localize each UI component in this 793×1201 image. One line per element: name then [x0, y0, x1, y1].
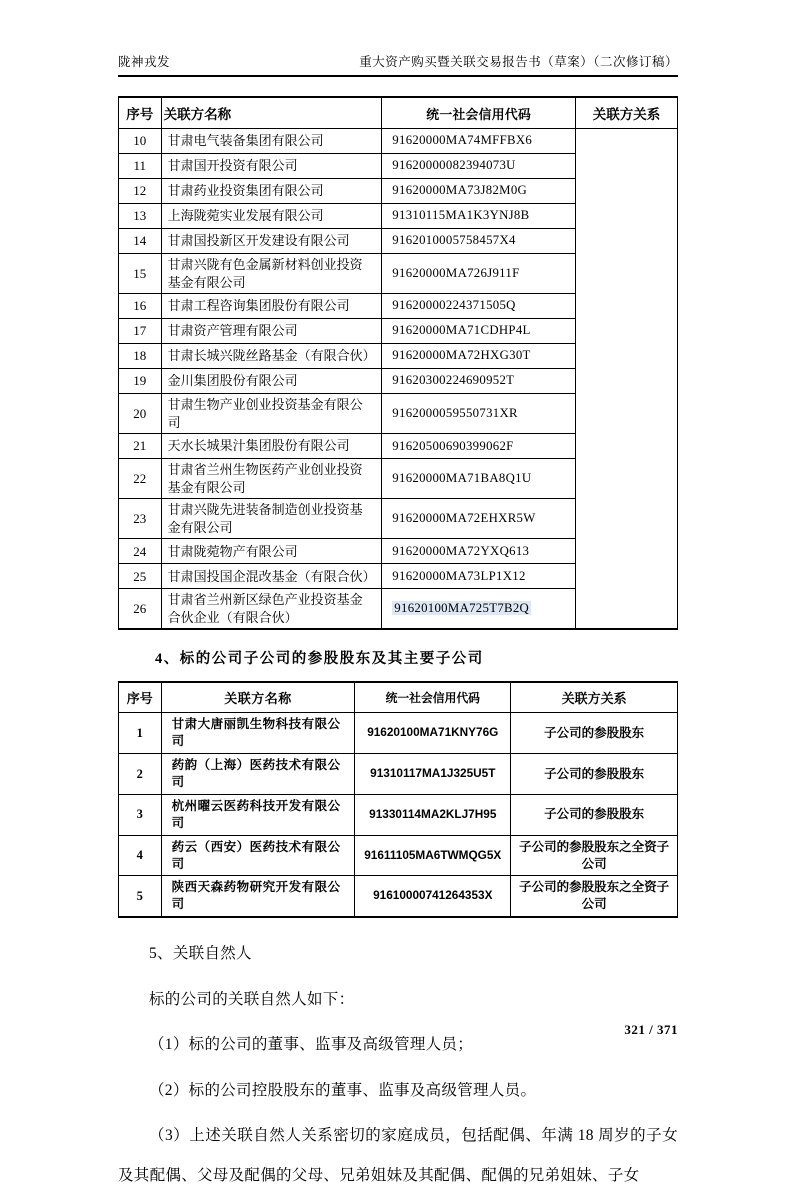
row-code	[382, 589, 576, 630]
row-no: 26	[119, 589, 162, 630]
row-no: 5	[119, 876, 162, 917]
col-header-relationship: 关联方关系	[576, 97, 678, 129]
row-code: 91330114MA2KLJ7H95	[355, 794, 511, 835]
row-name: 甘肃电气装备集团有限公司	[161, 129, 382, 154]
row-name: 甘肃长城兴陇丝路基金（有限合伙）	[161, 344, 382, 369]
row-no: 2	[119, 754, 162, 795]
row-code: 91620000MA71BA8Q1U	[382, 459, 576, 499]
col-header-no: 序号	[119, 682, 162, 713]
row-no: 13	[119, 204, 162, 229]
row-name: 上海陇菀实业发展有限公司	[161, 204, 382, 229]
row-code: 91620300224690952T	[382, 369, 576, 394]
row-no: 14	[119, 229, 162, 254]
row-relationship: 子公司的参股股东之全资子公司	[511, 835, 678, 876]
table-row	[119, 835, 678, 876]
row-name: 甘肃资产管理有限公司	[161, 319, 382, 344]
paragraph: （2）标的公司控股股东的董事、监事及高级管理人员。	[149, 1081, 537, 1099]
row-name: 甘肃省兰州新区绿色产业投资基金合伙企业（有限合伙）	[161, 589, 382, 630]
row-code: 91620000MA73J82M0G	[382, 179, 576, 204]
col-header-relationship: 关联方关系	[511, 682, 678, 713]
row-name: 陕西天森药物研究开发有限公司	[161, 876, 355, 917]
page-content	[118, 0, 678, 1201]
subsidiary-shareholder-table	[118, 681, 678, 918]
row-no: 21	[119, 434, 162, 459]
col-header-no: 序号	[119, 97, 162, 129]
row-no: 25	[119, 564, 162, 589]
doc-header-title: 重大资产购买暨关联交易报告书（草案）（二次修订稿）	[359, 55, 678, 69]
row-no: 3	[119, 794, 162, 835]
highlighted-code: 91620100MA725T7B2Q	[394, 601, 530, 616]
row-relationship: 子公司的参股股东之全资子公司	[511, 876, 678, 917]
col-header-name: 关联方名称	[161, 682, 355, 713]
page-number: 321 / 371	[624, 1022, 678, 1037]
table-header-row	[119, 97, 678, 129]
row-code: 91620000MA74MFFBX6	[382, 129, 576, 154]
row-name: 甘肃兴陇有色金属新材料创业投资基金有限公司	[161, 254, 382, 294]
row-no: 24	[119, 539, 162, 564]
section-heading-4: 4、标的公司子公司的参股股东及其主要子公司	[155, 651, 484, 668]
row-relationship: 子公司的参股股东	[511, 713, 678, 754]
row-code: 91620000MA72EHXR5W	[382, 499, 576, 539]
row-no: 10	[119, 129, 162, 154]
row-code: 91620100MA71KNY76G	[355, 713, 511, 754]
col-header-code: 统一社会信用代码	[355, 682, 511, 713]
col-header-name: 关联方名称	[161, 97, 382, 129]
row-no: 20	[119, 394, 162, 434]
row-name: 甘肃国开投资有限公司	[161, 154, 382, 179]
row-no: 18	[119, 344, 162, 369]
row-code: 91611105MA6TWMQG5X	[355, 835, 511, 876]
row-code: 91620000MA72YXQ613	[382, 539, 576, 564]
row-no: 15	[119, 254, 162, 294]
row-name: 药云（西安）医药技术有限公司	[161, 835, 355, 876]
table-row	[119, 129, 678, 154]
row-no: 1	[119, 713, 162, 754]
row-no: 11	[119, 154, 162, 179]
row-code: 91620000MA71CDHP4L	[382, 319, 576, 344]
row-name: 金川集团股份有限公司	[161, 369, 382, 394]
row-no: 17	[119, 319, 162, 344]
row-name: 甘肃药业投资集团有限公司	[161, 179, 382, 204]
doc-header-company: 陇神戎发	[118, 55, 171, 69]
row-name: 甘肃国投国企混改基金（有限合伙）	[161, 564, 382, 589]
row-code: 9162000059550731XR	[382, 394, 576, 434]
row-name: 杭州曜云医药科技开发有限公司	[161, 794, 355, 835]
row-name: 甘肃大唐丽凯生物科技有限公司	[161, 713, 355, 754]
row-name: 甘肃省兰州生物医药产业创业投资基金有限公司	[161, 459, 382, 499]
col-header-code: 统一社会信用代码	[382, 97, 576, 129]
row-code: 91620000MA72HXG30T	[382, 344, 576, 369]
row-relationship: 子公司的参股股东	[511, 794, 678, 835]
section-heading-5: 5、关联自然人	[149, 945, 252, 963]
row-name: 甘肃生物产业创业投资基金有限公司	[161, 394, 382, 434]
paragraph: （3）上述关联自然人关系密切的家庭成员，包括配偶、年满 18 周岁的子女及其配偶、父母及配偶的父母、兄弟姐妹及其配偶、配偶的兄弟姐妹、子女	[118, 1127, 678, 1184]
row-no: 12	[119, 179, 162, 204]
paragraph: 标的公司的关联自然人如下：	[149, 990, 355, 1008]
row-no: 16	[119, 294, 162, 319]
row-no: 23	[119, 499, 162, 539]
row-no: 4	[119, 835, 162, 876]
row-name: 甘肃兴陇先进装备制造创业投资基金有限公司	[161, 499, 382, 539]
row-name: 甘肃工程咨询集团股份有限公司	[161, 294, 382, 319]
doc-header	[118, 0, 678, 77]
table-row	[119, 713, 678, 754]
body-text-section	[118, 934, 678, 1195]
relationship-merged-cell	[576, 129, 678, 630]
table-row	[119, 794, 678, 835]
row-no: 22	[119, 459, 162, 499]
row-no: 19	[119, 369, 162, 394]
row-code: 91620000082394073U	[382, 154, 576, 179]
row-relationship: 子公司的参股股东	[511, 754, 678, 795]
row-code: 9162010005758457X4	[382, 229, 576, 254]
table-header-row	[119, 682, 678, 713]
row-code: 91620000MA726J911F	[382, 254, 576, 294]
row-code: 91310117MA1J325U5T	[355, 754, 511, 795]
paragraph: （1）标的公司的董事、监事及高级管理人员；	[149, 1036, 474, 1054]
row-code: 91620000MA73LP1X12	[382, 564, 576, 589]
row-name: 甘肃国投新区开发建设有限公司	[161, 229, 382, 254]
table-row	[119, 754, 678, 795]
row-name: 药韵（上海）医药技术有限公司	[161, 754, 355, 795]
row-code: 91610000741264353X	[355, 876, 511, 917]
row-code: 91620500690399062F	[382, 434, 576, 459]
row-name: 天水长城果汁集团股份有限公司	[161, 434, 382, 459]
row-code: 91310115MA1K3YNJ8B	[382, 204, 576, 229]
table-row	[119, 876, 678, 917]
row-code: 91620000224371505Q	[382, 294, 576, 319]
related-party-table	[118, 96, 678, 630]
row-name: 甘肃陇菀物产有限公司	[161, 539, 382, 564]
